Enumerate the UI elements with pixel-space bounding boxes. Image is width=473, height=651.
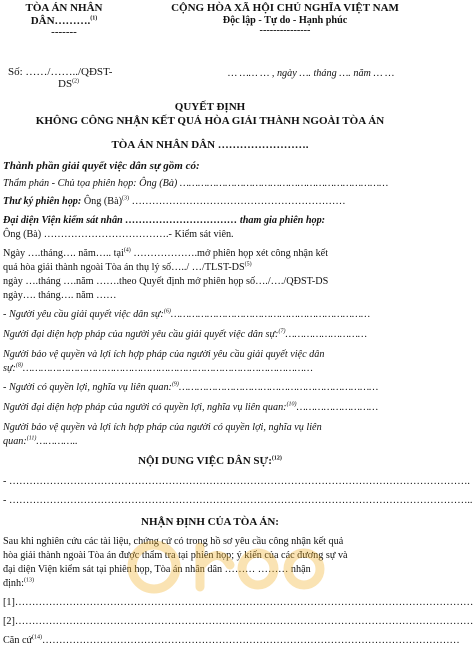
court-line: TÒA ÁN NHÂN DÂN …………………….	[111, 139, 309, 151]
session-line3: ngày ….tháng ….năm …….theo Quyết định mở phiên họp số…./…./QĐST-DS	[3, 276, 329, 287]
content-line-1: - ……………………………………………………………………………………………………………………….	[3, 476, 470, 487]
decision-number-line1: Số: ……/……../QĐST-	[8, 66, 113, 78]
requester-note: (6)	[163, 308, 171, 315]
content-heading-note: (12)	[271, 455, 282, 462]
content-line-2: - ………………………………………………………………………………………………………………………..	[3, 495, 473, 506]
decision-number	[8, 66, 112, 90]
related-party-dots: …………………………………………………………	[178, 382, 379, 393]
court-name-line2: DÂN……….	[30, 15, 91, 27]
basis-line	[3, 634, 460, 646]
findings-note: (13)	[23, 577, 34, 584]
session-line1-b: ……………….mở phiên họp xét công nhận kết	[130, 248, 329, 259]
session-line4: ngày…. tháng…. năm ……	[3, 290, 117, 301]
findings-line3: đại diện Viện kiểm sát tại phiên họp, Tòa án nhân dân ……… ……… nhận	[3, 564, 311, 575]
session-line2	[3, 262, 252, 273]
decision-title: QUYẾT ĐỊNH	[174, 101, 246, 113]
requester-defender-label: sự:	[3, 363, 16, 374]
court-name-line1: TÒA ÁN NHÂN	[25, 2, 103, 14]
requester-defender-note: (8)	[15, 362, 23, 369]
court-note-1: (1)	[90, 15, 98, 22]
related-rep-dots: ………………………	[296, 402, 379, 413]
basis-label: Căn cứ	[3, 635, 33, 646]
requester-rep-note: (7)	[278, 328, 286, 335]
clerk-rest: Ông (Bà)	[81, 196, 123, 207]
session-line1-a: Ngày ….tháng…. năm….. tại	[3, 248, 124, 259]
related-defender-line2	[3, 436, 78, 447]
motto-rule: ---------------	[259, 25, 311, 36]
session-line1	[3, 248, 328, 259]
judge-line: Thẩm phán - Chủ tọa phiên họp: Ông (Bà) ……………………………………………………………	[3, 178, 389, 189]
session-note-5: (5)	[244, 261, 252, 268]
court-name	[14, 2, 114, 38]
decision-number-note: (2)	[72, 78, 80, 85]
national-motto: Độc lập - Tự do - Hạnh phúc	[222, 15, 348, 26]
related-defender-line1: Người bảo vệ quyền và lợi ích hợp pháp của người có quyền lợi, nghĩa vụ liên	[3, 422, 322, 433]
findings-heading: NHẬN ĐỊNH CỦA TÒA ÁN:	[141, 516, 279, 528]
content-heading	[0, 455, 420, 467]
court-rule: -------	[51, 26, 77, 38]
requester-rep-line	[3, 329, 367, 340]
requester-defender-line2	[3, 363, 313, 374]
basis-dots: ……………………………………………………………………………………………………………	[42, 635, 460, 646]
place-date: … …… … , ngày …. tháng …. năm … …	[228, 68, 395, 79]
procuracy-line: Đại diện Viện kiểm sát nhân …………………………… tham gia phiên họp:	[3, 215, 326, 226]
decision-subtitle: KHÔNG CÔNG NHẬN KẾT QUẢ HÒA GIẢI THÀNH NGOÀI TÒA ÁN	[35, 115, 385, 127]
requester-defender-line1: Người bảo vệ quyền và lợi ích hợp pháp của người yêu cầu giải quyết việc dân	[3, 349, 325, 360]
related-party-note: (9)	[171, 381, 179, 388]
findings-line4	[3, 578, 34, 589]
clerk-dots: ………………………………………………………	[129, 196, 346, 207]
national-title: CỘNG HÒA XÃ HỘI CHỦ NGHĨA VIỆT NAM	[171, 2, 399, 14]
session-line2-a: quả hòa giải thành ngoài Tòa án thụ lý số…../ …/TLST-DS	[3, 262, 245, 273]
basis-note: (14)	[32, 634, 43, 641]
requester-label: - Người yêu cầu giải quyết việc dân sự:	[3, 309, 164, 320]
content-heading-text: NỘI DUNG VIỆC DÂN SỰ:	[138, 455, 272, 467]
requester-line	[3, 309, 370, 320]
session-note-4: (4)	[123, 247, 131, 254]
clerk-note: (3)	[122, 195, 130, 202]
requester-defender-dots: ……………………………………………………………………………………	[22, 363, 313, 374]
requester-rep-label: Người đại diện hợp pháp của người yêu cầu giải quyết việc dân sự:	[3, 329, 279, 340]
clerk-line	[3, 196, 346, 207]
finding-item-2: [2]………………………………………………………………………………………………………………………	[3, 616, 473, 627]
related-party-line	[3, 382, 378, 393]
related-defender-dots: …………..	[36, 436, 78, 447]
related-rep-line	[3, 402, 378, 413]
requester-rep-dots: ………………………	[285, 329, 367, 340]
clerk-label: Thư ký phiên họp:	[3, 196, 82, 207]
related-party-label: - Người có quyền lợi, nghĩa vụ liên quan:	[3, 382, 172, 393]
related-defender-note: (11)	[26, 435, 37, 442]
related-rep-label: Người đại diện hợp pháp của người có quyền lợi, nghĩa vụ liên quan:	[3, 402, 287, 413]
requester-dots: …………………………………………………………	[170, 309, 371, 320]
findings-line1: Sau khi nghiên cứu các tài liệu, chứng cứ có trong hồ sơ yêu cầu công nhận kết quả	[3, 536, 344, 547]
findings-label: định:	[3, 578, 24, 589]
national-header	[150, 2, 420, 36]
related-rep-note: (10)	[286, 401, 297, 408]
procuracy-person: Ông (Bà) ……………………………….- Kiểm sát viên.	[3, 229, 234, 240]
finding-item-1: [1]………………………………………………………………………………………………………………………	[3, 597, 473, 608]
decision-number-line2: DS	[58, 78, 73, 90]
composition-heading: Thành phần giải quyết việc dân sự gồm có:	[3, 160, 200, 172]
related-defender-label: quan:	[3, 436, 27, 447]
findings-line2: hòa giải thành ngoài Tòa án được thẩm tra tại phiên họp; ý kiến của các đương sự và	[3, 550, 348, 561]
